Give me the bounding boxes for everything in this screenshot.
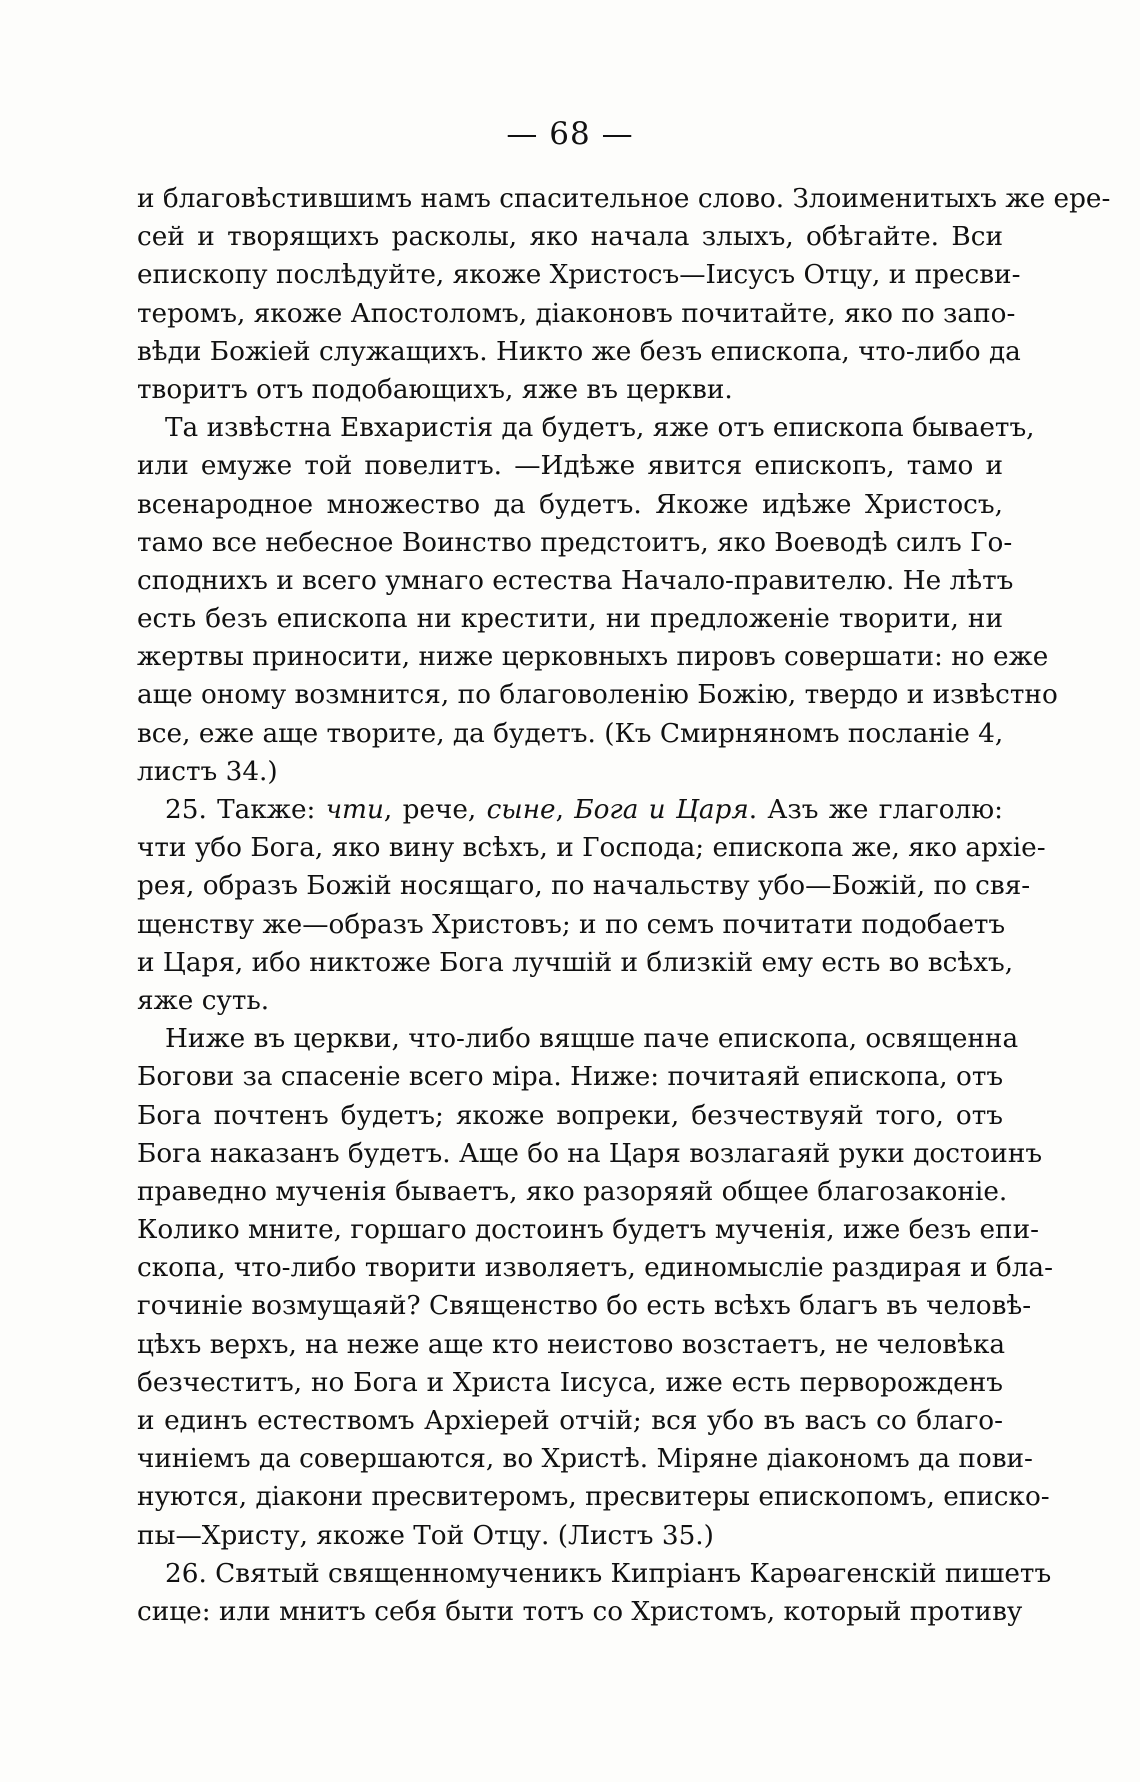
- text-line: творитъ отъ подобающихъ, яже въ церкви.: [137, 374, 733, 405]
- text-line: жертвы приносити, ниже церковныхъ пировъ совершати: но еже: [137, 642, 1049, 673]
- text-run: 25. Также:: [165, 795, 326, 825]
- text-line-mixed: [137, 791, 1003, 829]
- text-line: Колико мните, горшаго достоинъ будетъ мученія, иже безъ епи-: [137, 1215, 1039, 1246]
- text-line: и благовѣстившимъ намъ спасительное слово. Злоименитыхъ же ере-: [137, 184, 1111, 214]
- paragraph-1: [137, 180, 1111, 409]
- text-line: споднихъ и всего умнаго естества Начало-правителю. Не лѣтъ: [137, 565, 1014, 596]
- text-line: щенству же—образъ Христовъ; и по семъ почитати подобаетъ: [137, 909, 1006, 940]
- paragraph-2: [137, 409, 1058, 791]
- text-run: ,: [555, 795, 575, 825]
- text-line: Та извѣстна Евхаристія да будетъ, яже отъ епископа бываетъ,: [165, 413, 1035, 444]
- body-text: [137, 180, 1111, 1631]
- text-line: скопа, что-либо творити изволяетъ, единомысліе раздирая и бла-: [137, 1253, 1053, 1284]
- text-line: чиніемъ да совершаются, во Христѣ. Міряне діакономъ да пови-: [137, 1444, 1033, 1475]
- text-line: праведно мученія бываетъ, яко разоряяй общее благозаконіе.: [137, 1176, 1008, 1207]
- text-line: листъ 34.): [137, 756, 278, 787]
- text-line: цѣхъ верхъ, на неже аще кто неистово возстаетъ, не человѣка: [137, 1329, 1006, 1360]
- text-run: , рече,: [383, 795, 487, 825]
- text-line: Бога почтенъ будетъ; якоже вопреки, безчествуяй того, отъ: [137, 1100, 1003, 1131]
- text-line: Богови за спасеніе всего міра. Ниже: почитаяй епископа, отъ: [137, 1062, 1004, 1093]
- italic-run: сыне: [486, 795, 556, 825]
- text-line: сей и творящихъ расколы, яко начала злыхъ, обѣгайте. Вси: [137, 222, 1003, 253]
- text-line: чти убо Бога, яко вину всѣхъ, и Господа; епископа же, яко архіе-: [137, 833, 1046, 864]
- text-line: или емуже той повелитъ. —Идѣже явится епископъ, тамо и: [137, 451, 1003, 482]
- text-line: Ниже въ церкви, что-либо вящше паче епископа, освященна: [165, 1024, 1019, 1055]
- text-line: рея, образъ Божій носящаго, по начальству убо—Божій, по свя-: [137, 871, 1031, 902]
- text-line: пы—Христу, якоже Той Отцу. (Листъ 35.): [137, 1520, 714, 1551]
- text-line: все, еже аще творите, да будетъ. (Къ Смирняномъ посланіе 4,: [137, 718, 1004, 749]
- text-line: теромъ, якоже Апостоломъ, діаконовъ почитайте, яко по запо-: [137, 298, 1016, 329]
- text-line: вѣди Божіей служащихъ. Никто же безъ епископа, что-либо да: [137, 336, 1021, 367]
- text-line: всенародное множество да будетъ. Якоже идѣже Христосъ,: [137, 489, 1003, 520]
- text-line: Бога наказанъ будетъ. Аще бо на Царя возлагаяй руки достоинъ: [137, 1138, 1043, 1169]
- text-line: и единъ естествомъ Архіерей отчій; вся убо въ васъ со благо-: [137, 1406, 1003, 1436]
- page-number: — 68 —: [506, 116, 634, 152]
- text-line: епископу послѣдуйте, якоже Христосъ—Іисусъ Отцу, и пресви-: [137, 260, 1021, 291]
- text-line: есть безъ епископа ни крестити, ни предложеніе творити, ни: [137, 604, 1003, 635]
- text-line: яже суть.: [137, 985, 270, 1016]
- text-line: тамо все небесное Воинство предстоитъ, яко Воеводѣ силъ Го-: [137, 527, 1013, 558]
- paragraph-3: [137, 791, 1046, 1020]
- text-line: 26. Святый священномученикъ Кипріанъ Карѳагенскій пишетъ: [165, 1558, 1052, 1589]
- text-line: сице: или мнитъ себя быти тотъ со Христомъ, который противу: [137, 1596, 1023, 1627]
- italic-run: чти: [325, 795, 384, 825]
- text-line: нуются, діакони пресвитеромъ, пресвитеры епископомъ, еписко-: [137, 1482, 1050, 1513]
- paragraph-5: [137, 1555, 1052, 1631]
- text-line: и Царя, ибо никтоже Бога лучшій и близкій ему есть во всѣхъ,: [137, 947, 1014, 978]
- text-line: аще оному возмнится, по благоволенію Божію, твердо и извѣстно: [137, 680, 1058, 711]
- text-line: гочиніе возмущаяй? Священство бо есть всѣхъ благъ въ человѣ-: [137, 1291, 1032, 1322]
- paragraph-4: [137, 1020, 1053, 1555]
- text-run: . Азъ же глаголю:: [748, 795, 1003, 825]
- text-line: безчеститъ, но Бога и Христа Іисуса, иже есть перворожденъ: [137, 1367, 1003, 1398]
- italic-run: Бога и Царя: [574, 795, 749, 825]
